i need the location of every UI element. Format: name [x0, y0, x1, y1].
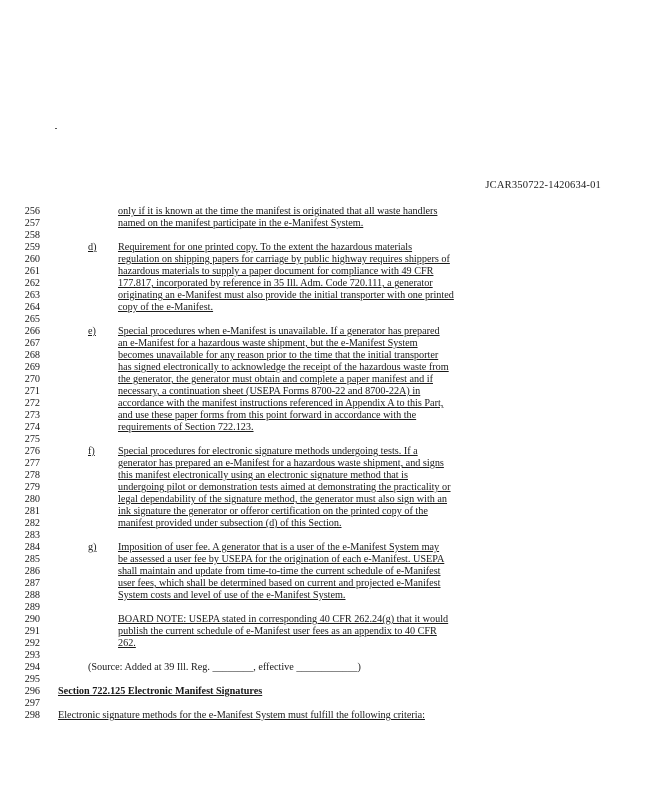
text-line — [0, 518, 671, 530]
line-text: legal dependability of the signature method, the generator must also sign with an — [118, 494, 448, 505]
text-line — [0, 626, 671, 638]
line-number: 267 — [24, 338, 40, 349]
text-line — [0, 482, 671, 494]
text-line — [0, 446, 671, 458]
line-number: 283 — [24, 530, 40, 541]
line-number: 269 — [24, 362, 40, 373]
line-number: 285 — [24, 554, 40, 565]
line-number: 271 — [24, 386, 40, 397]
line-text: System costs and level of use of the e-Manifest System. — [118, 590, 346, 601]
text-line — [0, 530, 671, 542]
subsection-label: d) — [88, 242, 97, 253]
line-text: ink signature the generator or offeror certification on the printed copy of the — [118, 506, 428, 517]
line-number: 293 — [24, 650, 40, 661]
line-text: only if it is known at the time the manifest is originated that all waste handlers — [118, 206, 438, 217]
text-line — [0, 254, 671, 266]
line-text: Special procedures when e-Manifest is unavailable. If a generator has prepared — [118, 326, 440, 337]
text-line — [0, 458, 671, 470]
line-text: named on the manifest participate in the e-Manifest System. — [118, 218, 364, 229]
text-line — [0, 242, 671, 254]
line-number: 262 — [24, 278, 40, 289]
line-number: 281 — [24, 506, 40, 517]
line-text: (Source: Added at 39 Ill. Reg. ________, effective ____________) — [88, 662, 361, 673]
text-line — [0, 698, 671, 710]
line-text: Electronic signature methods for the e-Manifest System must fulfill the following criteria: — [58, 710, 425, 721]
line-text: publish the current schedule of e-Manifest user fees as an appendix to 40 CFR — [118, 626, 437, 637]
line-number: 298 — [24, 710, 40, 721]
line-number: 278 — [24, 470, 40, 481]
line-number: 270 — [24, 374, 40, 385]
line-text: and use these paper forms from this point forward in accordance with the — [118, 410, 417, 421]
line-text: BOARD NOTE: USEPA stated in corresponding 40 CFR 262.24(g) that it would — [118, 614, 449, 625]
text-line — [0, 338, 671, 350]
text-line — [0, 302, 671, 314]
text-line — [0, 350, 671, 362]
line-number: 290 — [24, 614, 40, 625]
line-number: 289 — [24, 602, 40, 613]
section-heading: Section 722.125 Electronic Manifest Signatures — [58, 686, 263, 697]
line-number: 286 — [24, 566, 40, 577]
text-line — [0, 590, 671, 602]
line-number: 265 — [24, 314, 40, 325]
text-line — [0, 374, 671, 386]
line-number: 279 — [24, 482, 40, 493]
line-number: 276 — [24, 446, 40, 457]
text-line — [0, 614, 671, 626]
text-line — [0, 314, 671, 326]
line-number: 291 — [24, 626, 40, 637]
text-line — [0, 422, 671, 434]
line-text: originating an e-Manifest must also provide the initial transporter with one printed — [118, 290, 454, 301]
text-line — [0, 386, 671, 398]
text-line — [0, 674, 671, 686]
text-line — [0, 662, 671, 674]
line-number: 259 — [24, 242, 40, 253]
line-text: necessary, a continuation sheet (USEPA Forms 8700-22 and 8700-22A) in — [118, 386, 421, 397]
text-line — [0, 326, 671, 338]
line-number: 264 — [24, 302, 40, 313]
line-text: this manifest electronically using an electronic signature method that is — [118, 470, 408, 481]
line-text: Special procedures for electronic signature methods undergoing tests. If a — [118, 446, 418, 457]
line-number: 263 — [24, 290, 40, 301]
text-line — [0, 278, 671, 290]
scan-speck — [55, 128, 57, 129]
text-line — [0, 434, 671, 446]
line-text: copy of the e-Manifest. — [118, 302, 214, 313]
document-id-header: JCAR350722-1420634-01 — [485, 180, 601, 191]
line-text: the generator, the generator must obtain and complete a paper manifest and if — [118, 374, 433, 385]
text-line — [0, 578, 671, 590]
subsection-label: g) — [88, 542, 97, 553]
text-line — [0, 290, 671, 302]
line-number: 292 — [24, 638, 40, 649]
text-line — [0, 710, 671, 722]
line-number: 274 — [24, 422, 40, 433]
line-number: 273 — [24, 410, 40, 421]
line-text: accordance with the manifest instructions referenced in Appendix A to this Part, — [118, 398, 444, 409]
line-text: an e-Manifest for a hazardous waste shipment, but the e-Manifest System — [118, 338, 418, 349]
line-number: 296 — [24, 686, 40, 697]
line-text: user fees, which shall be determined based on current and projected e-Manifest — [118, 578, 441, 589]
text-line — [0, 650, 671, 662]
line-number: 258 — [24, 230, 40, 241]
subsection-label: e) — [88, 326, 96, 337]
line-number: 256 — [24, 206, 40, 217]
line-number: 275 — [24, 434, 40, 445]
line-text: 262. — [118, 638, 136, 649]
line-text: Imposition of user fee. A generator that is a user of the e-Manifest System may — [118, 542, 440, 553]
text-line — [0, 494, 671, 506]
text-line — [0, 686, 671, 698]
line-number: 266 — [24, 326, 40, 337]
text-line — [0, 542, 671, 554]
text-line — [0, 602, 671, 614]
text-line — [0, 410, 671, 422]
line-text: regulation on shipping papers for carriage by public highway requires shippers of — [118, 254, 450, 265]
line-text: 177.817, incorporated by reference in 35 Ill. Adm. Code 720.111, a generator — [118, 278, 433, 289]
line-number: 260 — [24, 254, 40, 265]
line-number: 280 — [24, 494, 40, 505]
line-text: hazardous materials to supply a paper document for compliance with 49 CFR — [118, 266, 434, 277]
text-line — [0, 398, 671, 410]
line-text: manifest provided under subsection (d) of this Section. — [118, 518, 342, 529]
line-text: generator has prepared an e-Manifest for a hazardous waste shipment, and signs — [118, 458, 444, 469]
line-text: has signed electronically to acknowledge the receipt of the hazardous waste from — [118, 362, 449, 373]
text-line — [0, 266, 671, 278]
text-line — [0, 218, 671, 230]
line-number: 295 — [24, 674, 40, 685]
text-line — [0, 554, 671, 566]
line-number: 282 — [24, 518, 40, 529]
text-line — [0, 206, 671, 218]
text-line — [0, 506, 671, 518]
line-text: undergoing pilot or demonstration tests aimed at demonstrating the practicality or — [118, 482, 451, 493]
line-number: 284 — [24, 542, 40, 553]
text-line — [0, 230, 671, 242]
text-line — [0, 566, 671, 578]
line-number: 261 — [24, 266, 40, 277]
line-text: becomes unavailable for any reason prior to the time that the initial transporter — [118, 350, 439, 361]
line-number: 294 — [24, 662, 40, 673]
line-text: be assessed a user fee by USEPA for the origination of each e-Manifest. USEPA — [118, 554, 445, 565]
subsection-label: f) — [88, 446, 95, 457]
line-number: 268 — [24, 350, 40, 361]
text-line — [0, 638, 671, 650]
line-number: 297 — [24, 698, 40, 709]
text-line — [0, 470, 671, 482]
line-number: 257 — [24, 218, 40, 229]
line-number: 287 — [24, 578, 40, 589]
line-number: 288 — [24, 590, 40, 601]
line-number: 277 — [24, 458, 40, 469]
line-text: Requirement for one printed copy. To the extent the hazardous materials — [118, 242, 413, 253]
line-text: shall maintain and update from time-to-time the current schedule of e-Manifest — [118, 566, 441, 577]
text-line — [0, 362, 671, 374]
line-number: 272 — [24, 398, 40, 409]
line-text: requirements of Section 722.123. — [118, 422, 254, 433]
